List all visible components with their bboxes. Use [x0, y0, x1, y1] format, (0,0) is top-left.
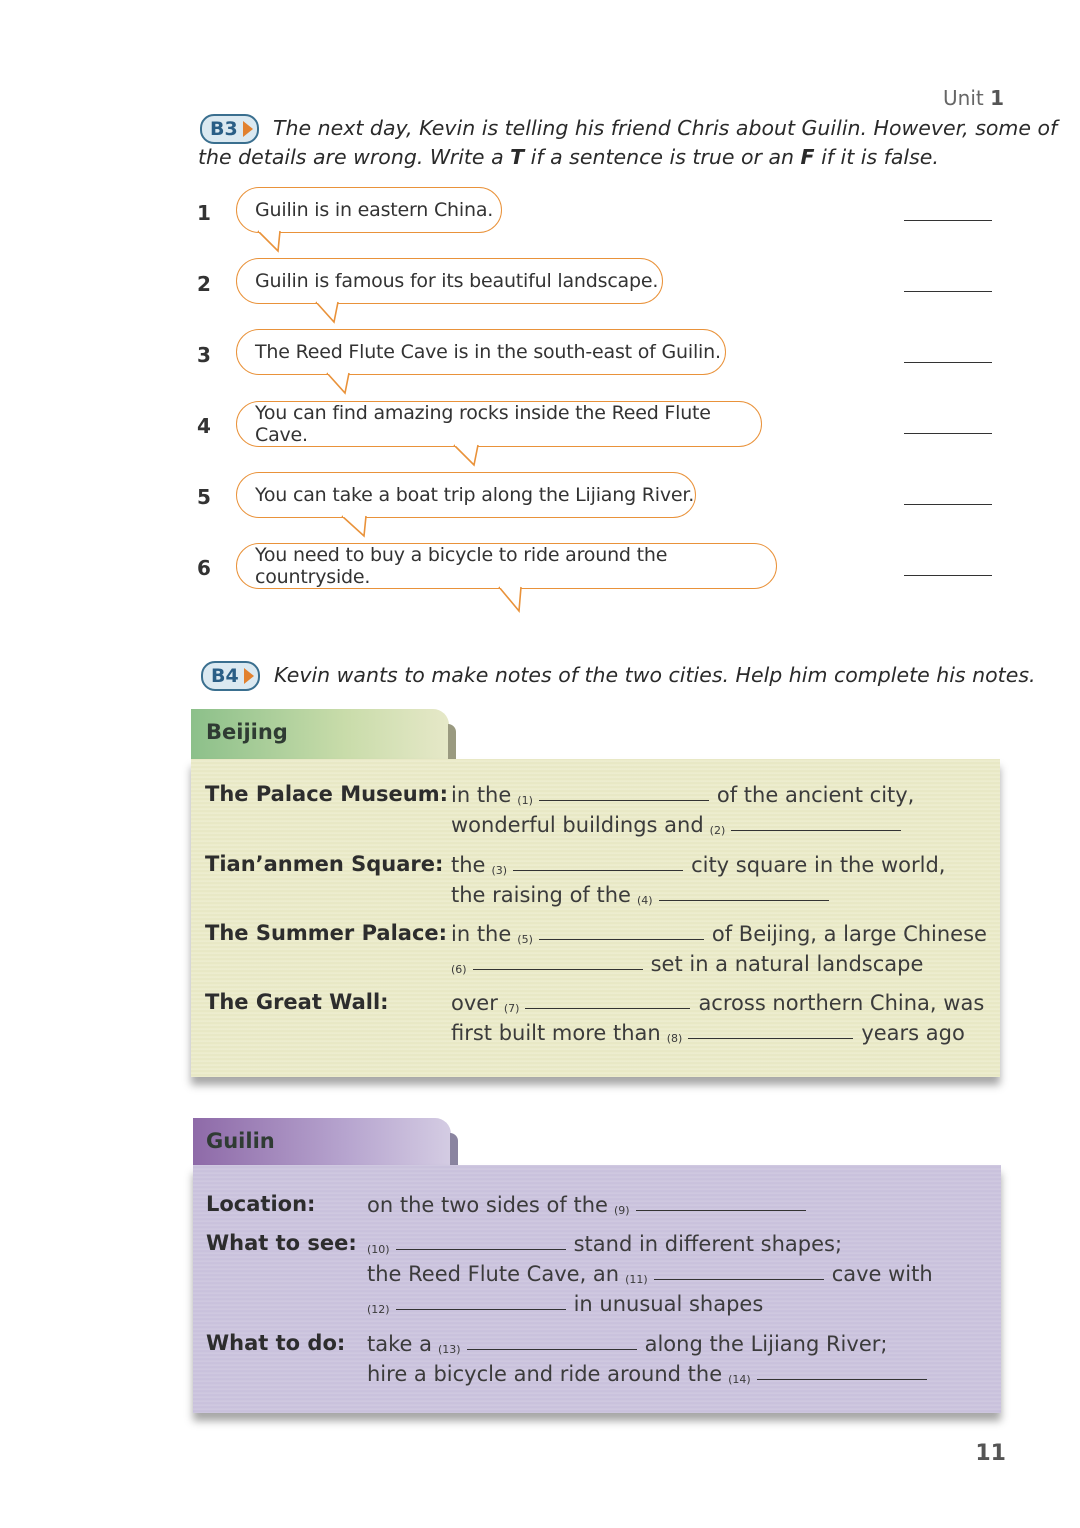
answer-blank[interactable]	[904, 575, 992, 576]
speech-bubble: You can take a boat trip along the Lijiang River.	[236, 472, 696, 518]
answer-blank[interactable]	[904, 220, 992, 221]
note-line: in the (1) of the ancient city,	[451, 783, 915, 807]
note-label: The Great Wall:	[205, 990, 389, 1014]
speech-bubble: You need to buy a bicycle to ride around the countryside.	[236, 543, 777, 589]
note-line: hire a bicycle and ride around the (14)	[367, 1362, 935, 1386]
note-line: (12) in unusual shapes	[367, 1292, 764, 1316]
speech-bubble: The Reed Flute Cave is in the south-east of Guilin.	[236, 329, 726, 375]
answer-blank[interactable]	[904, 504, 992, 505]
note-line: first built more than (8) years ago	[451, 1021, 965, 1045]
note-line: take a (13) along the Lijiang River;	[367, 1332, 888, 1356]
speech-bubble: You can find amazing rocks inside the Reed Flute Cave.	[236, 401, 762, 447]
b4-badge: B4	[201, 661, 260, 691]
b3-instruction-line1: The next day, Kevin is telling his friend Chris about Guilin. However, some of	[273, 116, 1058, 140]
note-label: What to do:	[206, 1331, 346, 1355]
note-line: over (7) across northern China, was	[451, 991, 985, 1015]
note-line: in the (5) of Beijing, a large Chinese	[451, 922, 987, 946]
speech-bubble: Guilin is famous for its beautiful landscape.	[236, 258, 663, 304]
unit-label: Unit 1	[943, 86, 1004, 110]
answer-blank[interactable]	[904, 433, 992, 434]
note-label: What to see:	[206, 1231, 357, 1255]
play-arrow-icon	[243, 121, 253, 137]
note-line: the (3) city square in the world,	[451, 853, 946, 877]
page-number: 11	[975, 1441, 1006, 1466]
answer-blank[interactable]	[904, 362, 992, 363]
note-line: wonderful buildings and (2)	[451, 813, 909, 837]
beijing-title: Beijing	[206, 720, 288, 744]
bubble-tail	[452, 444, 482, 468]
note-line: (10) stand in different shapes;	[367, 1232, 843, 1256]
item-number: 6	[197, 556, 211, 580]
item-number: 4	[197, 414, 211, 438]
note-line: on the two sides of the (9)	[367, 1193, 814, 1217]
b3-instruction-line2: the details are wrong. Write a T if a sentence is true or an F if it is false.	[198, 145, 939, 169]
bubble-tail	[497, 586, 527, 614]
bubble-tail	[325, 372, 355, 396]
item-number: 1	[197, 201, 211, 225]
item-number: 3	[197, 343, 211, 367]
item-number: 2	[197, 272, 211, 296]
note-label: Tian’anmen Square:	[205, 852, 444, 876]
b4-instruction: Kevin wants to make notes of the two cities. Help him complete his notes.	[274, 663, 1036, 687]
b3-badge: B3	[200, 114, 259, 144]
guilin-title: Guilin	[206, 1129, 275, 1153]
bubble-tail	[314, 301, 344, 325]
note-line: (6) set in a natural landscape	[451, 952, 924, 976]
speech-bubble: Guilin is in eastern China.	[236, 187, 502, 233]
play-arrow-icon	[244, 668, 254, 684]
bubble-tail	[256, 230, 286, 254]
item-number: 5	[197, 485, 211, 509]
bubble-tail	[340, 515, 370, 539]
note-label: The Summer Palace:	[205, 921, 448, 945]
note-line: the raising of the (4)	[451, 883, 837, 907]
note-label: Location:	[206, 1192, 316, 1216]
note-line: the Reed Flute Cave, an (11) cave with	[367, 1262, 933, 1286]
answer-blank[interactable]	[904, 291, 992, 292]
note-label: The Palace Museum:	[205, 782, 449, 806]
